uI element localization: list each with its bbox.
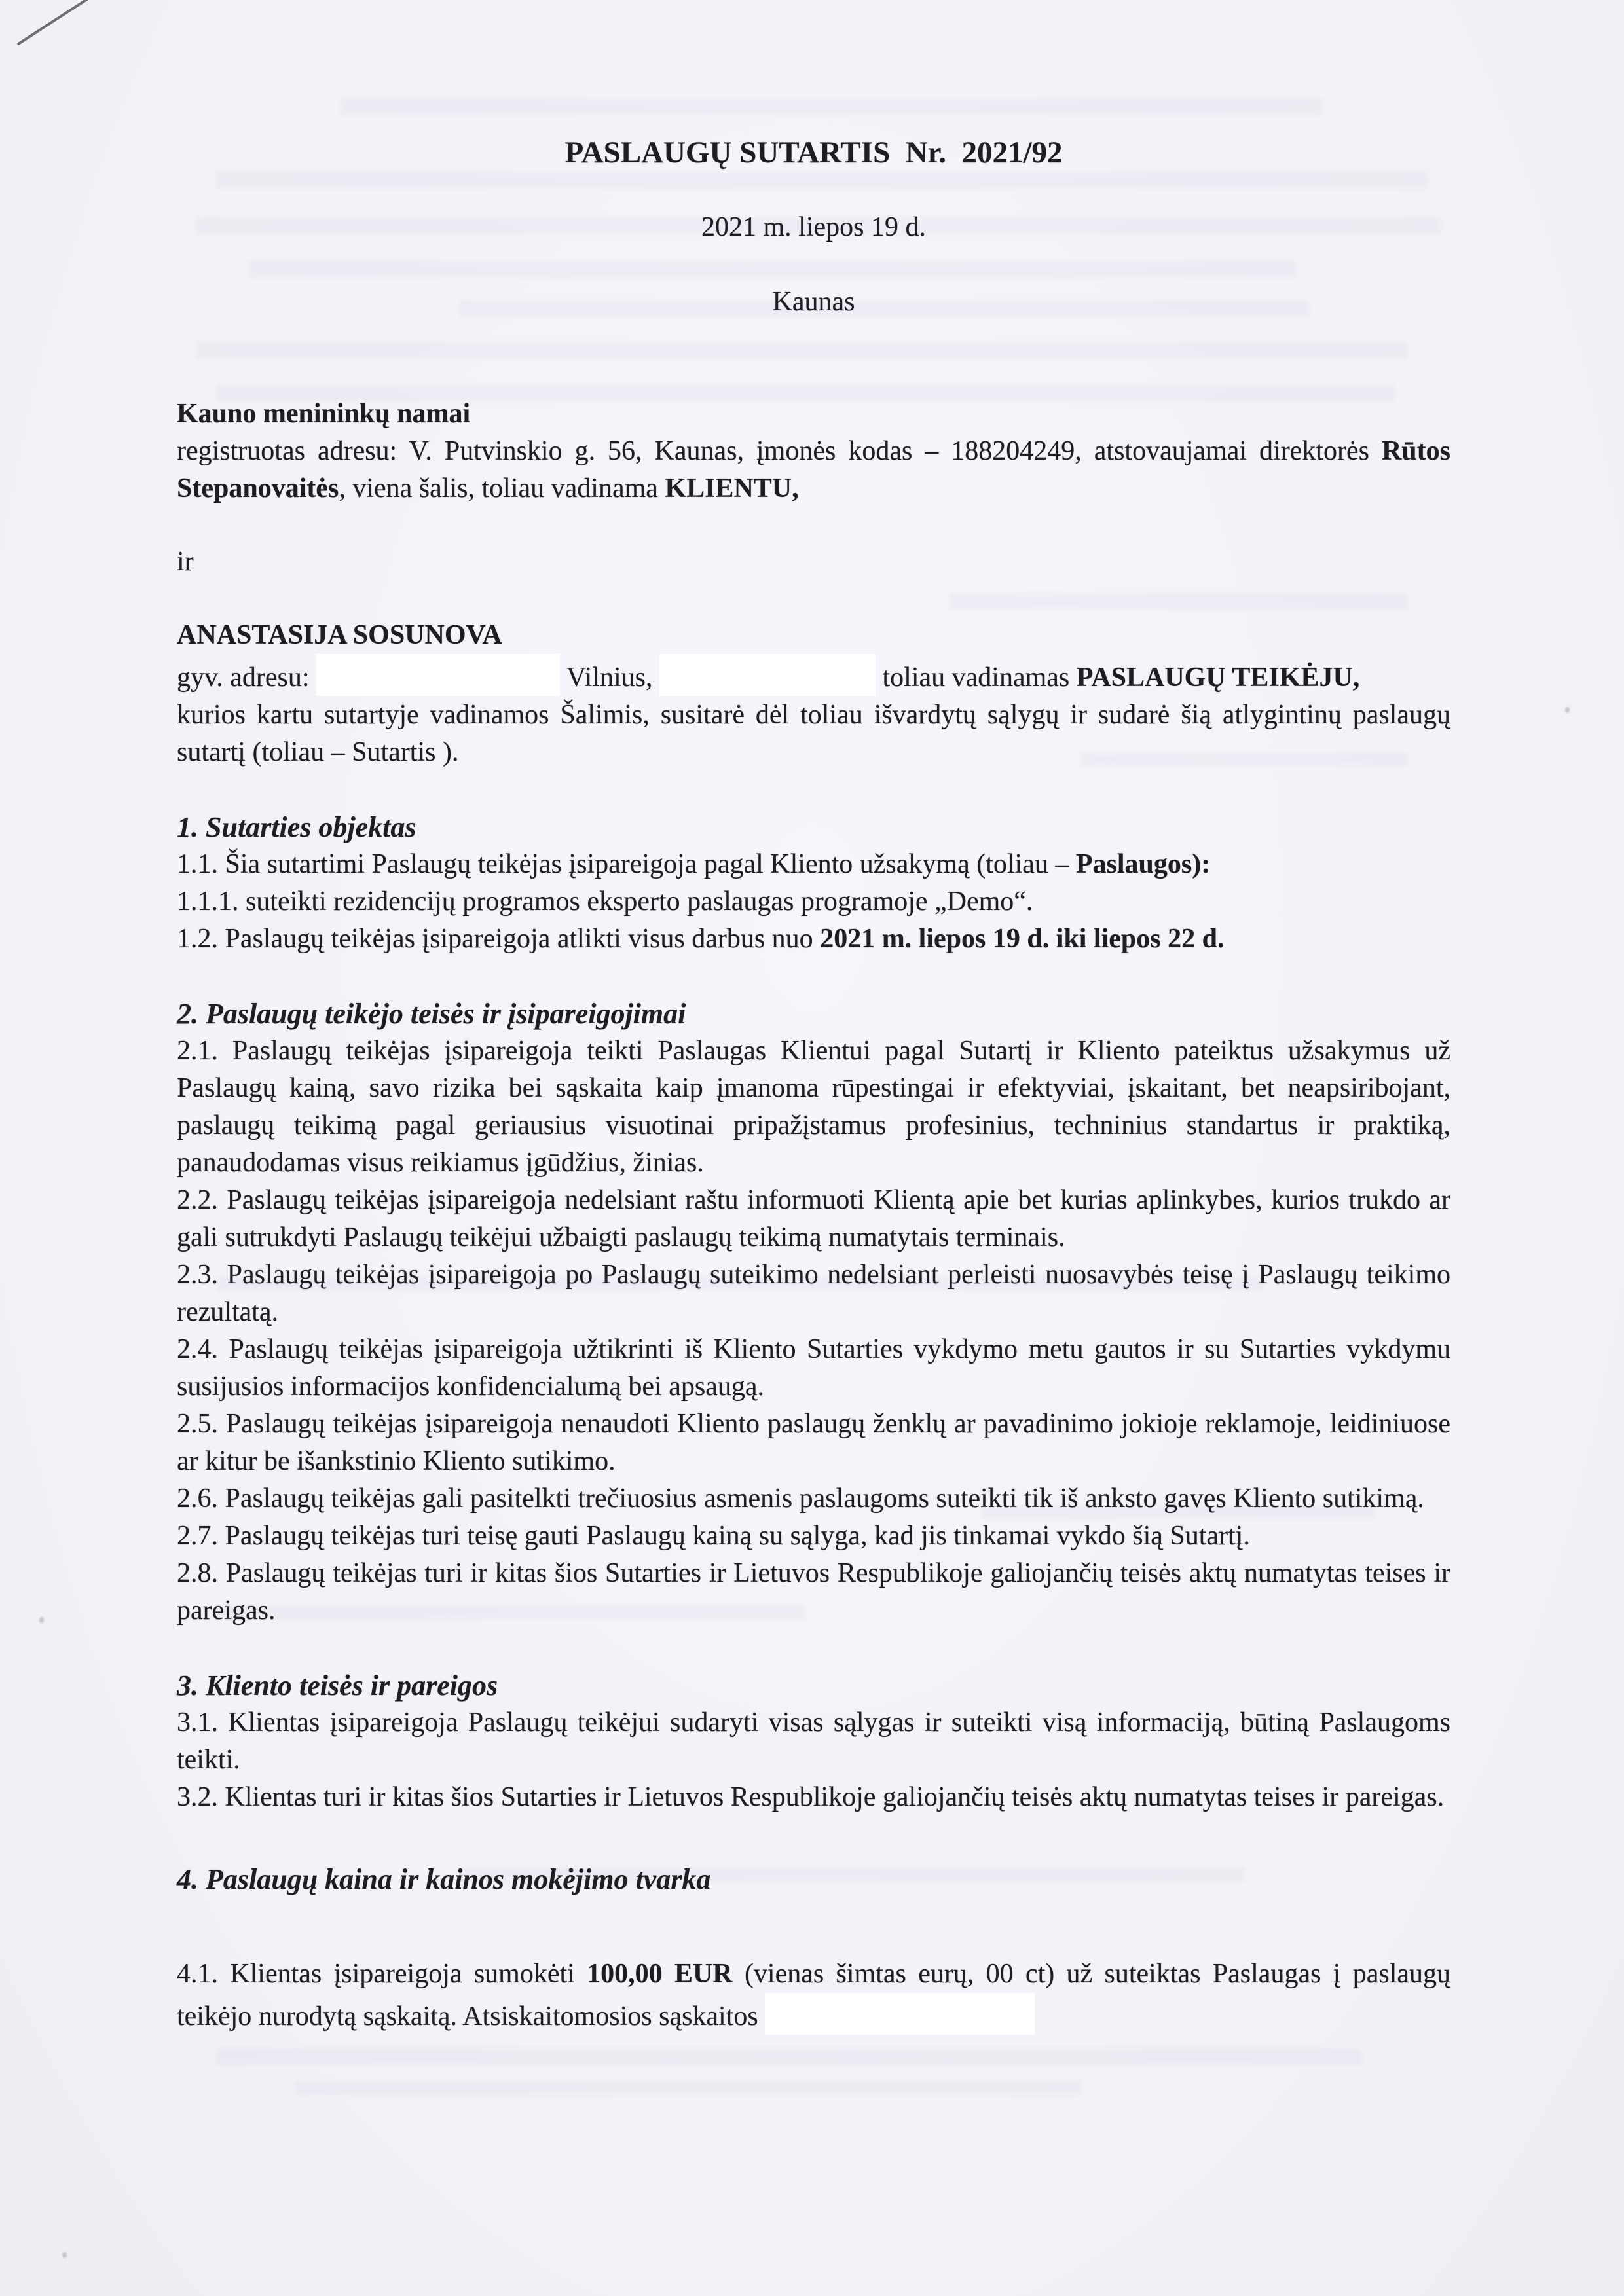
redaction-box xyxy=(765,1993,1035,2035)
client-details-mid: , viena šalis, toliau vadinama xyxy=(339,473,665,503)
redaction-box xyxy=(316,654,560,696)
clause: 3.2. Klientas turi ir kitas šios Sutarties ir Lietuvos Respublikoje galiojančių teisės aktų numatytas teises ir pareigas. xyxy=(177,1782,1445,1812)
clause: 3.1. Klientas įsipareigoja Paslaugų teikėjui sudaryti visas sąlygas ir suteikti visą informaciją, būtiną Paslaugoms teikti. xyxy=(177,1707,1450,1775)
clause: 1.1.1. suteikti rezidencijų programos eksperto paslaugas programoje „Demo“. xyxy=(177,886,1033,917)
client-name xyxy=(177,395,1450,433)
clause: 2.4. Paslaugų teikėjas įsipareigoja užtikrinti iš Kliento Sutarties vykdymo metu gautos ir su Sutarties vykdymu susijusios informacijos konfidencialumą bei apsaugą. xyxy=(177,1334,1450,1402)
contract-section xyxy=(177,1861,1450,2035)
provider-name: ANASTASIJA SOSUNOVA xyxy=(177,620,502,650)
contract-date: 2021 m. liepos 19 d. xyxy=(701,212,926,242)
scan-speck xyxy=(39,1617,44,1623)
client-registration: registruotas adresu: V. Putvinskio g. 56, Kaunas, įmonės kodas – 188204249, atstovaujamai direktorės xyxy=(177,436,1369,466)
section-heading: 4. Paslaugų kaina ir kainos mokėjimo tvarka xyxy=(177,1863,711,1895)
section-heading: 2. Paslaugų teikėjo teisės ir įsipareigojimai xyxy=(177,998,686,1030)
provider-address-line xyxy=(177,654,1450,697)
provider-city: Vilnius, xyxy=(566,663,653,693)
conjunction-ir: ir xyxy=(177,547,194,577)
client-name-text: Kauno menininkų namai xyxy=(177,399,471,429)
parties-closing: kurios kartu sutartyje vadinamos Šalimis, susitarė dėl toliau išvardytų sąlygų ir sudarė šią atlygintinų paslaugų sutartį (toliau – Sutartis ). xyxy=(177,700,1450,767)
clause: 2.3. Paslaugų teikėjas įsipareigoja po Paslaugų suteikimo nedelsiant perleisti nuosavybės teisę į Paslaugų teikimo rezultatą. xyxy=(177,1260,1450,1327)
provider-address-prefix: gyv. adresu: xyxy=(177,663,310,693)
bleed-through-mark xyxy=(216,2048,1362,2065)
contract-section xyxy=(177,809,1450,958)
scan-speck xyxy=(1565,707,1570,713)
section-heading: 3. Kliento teisės ir pareigos xyxy=(177,1669,498,1702)
client-details xyxy=(177,433,1450,507)
clause: 2.5. Paslaugų teikėjas įsipareigoja nenaudoti Kliento paslaugų ženklų ar pavadinimo jokioje reklamoje, leidiniuose ar kitur be išankstinio Kliento sutikimo. xyxy=(177,1409,1450,1476)
pen-mark xyxy=(17,0,91,46)
clause: 2.7. Paslaugų teikėjas turi teisę gauti Paslaugų kainą su sąlyga, kad jis tinkamai vykdo šią Sutartį. xyxy=(177,1521,1250,1551)
provider-designation: PASLAUGŲ TEIKĖJU, xyxy=(1076,663,1360,693)
clause: 1.2. Paslaugų teikėjas įsipareigoja atlikti visus darbus nuo 2021 m. liepos 19 d. iki liepos 22 d. xyxy=(177,924,1225,954)
clause: 2.1. Paslaugų teikėjas įsipareigoja teikti Paslaugas Klientui pagal Sutartį ir Kliento pateiktus užsakymus už Paslaugų kainą, savo rizika bei sąskaita kaip įmanoma rūpestingai ir efektyviai, įskaitant, bet neapsiribojant, paslaugų teikimą pagal geriausius visuotinai pripažįstamus profesinius, techninius standartus ir praktiką, panaudodamas visus reikiamus įgūdžius, žinias. xyxy=(177,1036,1450,1178)
scan-speck xyxy=(62,2252,67,2258)
clause: 2.6. Paslaugų teikėjas gali pasitelkti trečiuosius asmenis paslaugoms suteikti tik iš anksto gavęs Kliento sutikimą. xyxy=(177,1484,1424,1514)
provider-designation-lead: toliau vadinamas xyxy=(882,663,1077,693)
contract-title: PASLAUGŲ SUTARTIS Nr. 2021/92 xyxy=(564,136,1063,170)
client-director-name: Rūtos Stepanovaitės xyxy=(177,436,1450,503)
contract-section xyxy=(177,1667,1450,1816)
clause: 1.1. Šia sutartimi Paslaugų teikėjas įsipareigoja pagal Kliento užsakymą (toliau – Paslaugos): xyxy=(177,849,1211,879)
contract-body xyxy=(177,134,1450,2035)
clause: 2.2. Paslaugų teikėjas įsipareigoja nedelsiant raštu informuoti Klientą apie bet kurias aplinkybes, kurios trukdo ar gali sutrukdyti Paslaugų teikėjui užbaigti paslaugų teikimą numatytais terminais. xyxy=(177,1185,1450,1252)
clause: 2.8. Paslaugų teikėjas turi ir kitas šios Sutarties ir Lietuvos Respublikoje galiojančių teisės aktų numatytas teises ir pareigas. xyxy=(177,1558,1450,1626)
redaction-box xyxy=(659,654,876,696)
contract-place: Kaunas xyxy=(772,287,855,317)
contract-section xyxy=(177,995,1450,1630)
bleed-through-mark xyxy=(341,98,1323,115)
bleed-through-mark xyxy=(295,2081,1080,2095)
section-heading: 1. Sutarties objektas xyxy=(177,811,416,843)
contract-sections xyxy=(177,809,1450,2035)
clause: 4.1. Klientas įsipareigoja sumokėti 100,00 EUR (vienas šimtas eurų, 00 ct) už suteiktas Paslaugas į paslaugų teikėjo nurodytą sąskaitą. Atsiskaitomosios sąskaitos xyxy=(177,1956,1450,2035)
client-designation: KLIENTU, xyxy=(665,473,799,503)
